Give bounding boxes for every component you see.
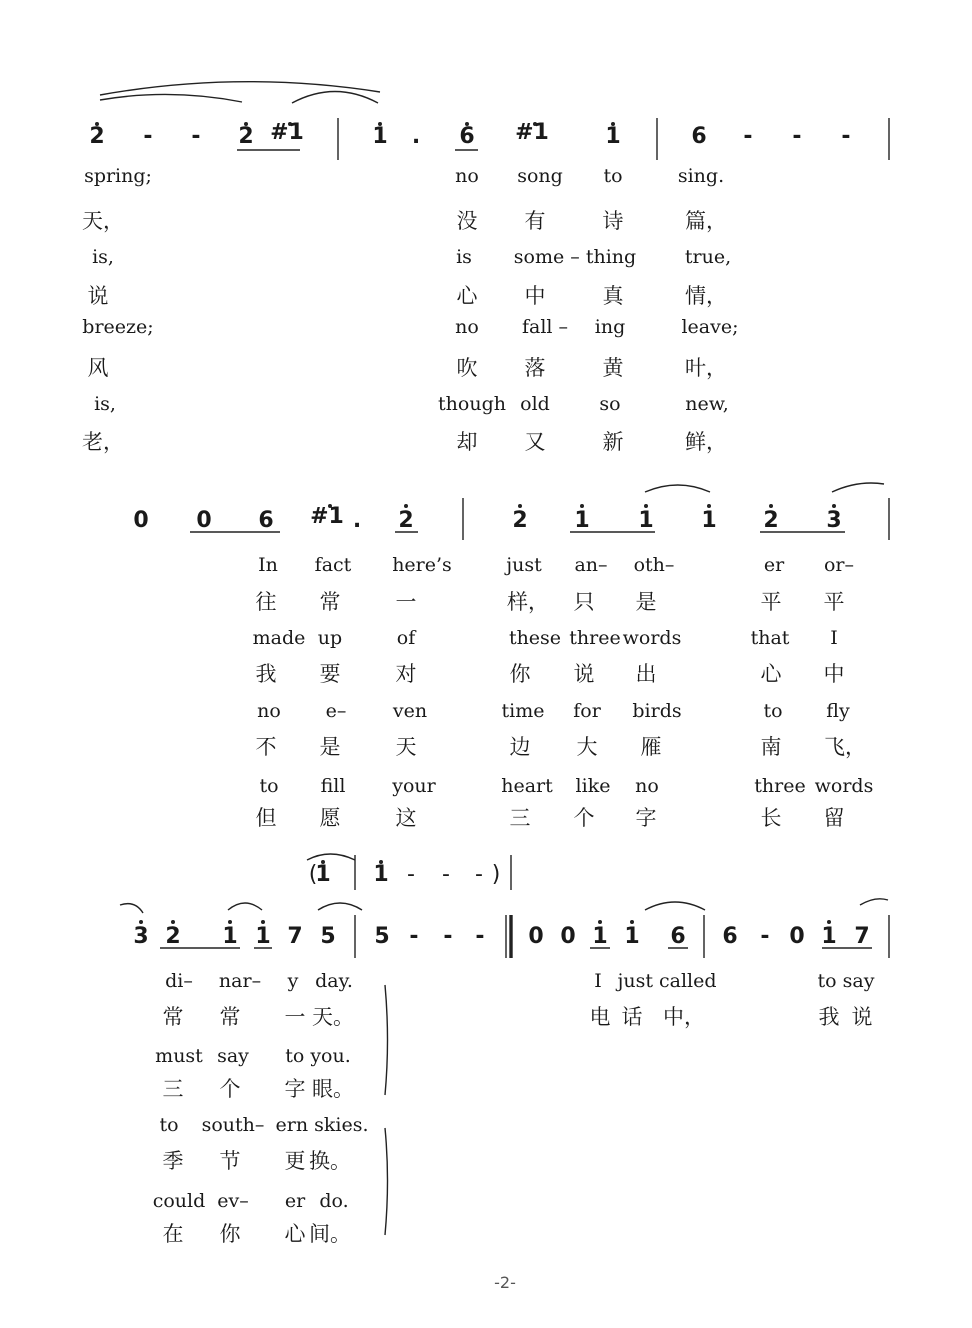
- lyric-zh: 吹: [456, 356, 478, 380]
- lyric-zh: 季: [162, 1149, 184, 1173]
- lyric-zh: 常: [219, 1005, 241, 1029]
- lyric-zh: 节: [219, 1149, 241, 1173]
- lyric-zh: 没: [456, 209, 478, 233]
- lyric-en: di–: [165, 970, 193, 992]
- lyric-en: breeze;: [82, 316, 154, 338]
- slur: [832, 483, 884, 492]
- lyric-en: three: [569, 627, 621, 649]
- lyric-zh: 中: [524, 284, 546, 308]
- note: 3: [826, 508, 842, 533]
- note-sharp: #1: [515, 120, 549, 145]
- dash: -: [760, 924, 770, 949]
- lyric-en: to you.: [285, 1045, 351, 1067]
- lyric-zh: 南: [760, 735, 782, 759]
- lyric-en: or–: [823, 554, 855, 576]
- lyric-zh: 字: [635, 806, 657, 830]
- lyric-en: three: [754, 775, 806, 797]
- lyric-zh: 愿: [319, 806, 341, 830]
- dash: -: [475, 924, 485, 949]
- note: 0: [528, 924, 544, 949]
- lyric-zh: 个: [219, 1077, 241, 1101]
- slur: [645, 485, 710, 492]
- note: 2: [512, 508, 528, 533]
- lyric-en: ing: [594, 316, 626, 338]
- note-sharp: #1: [270, 120, 304, 145]
- lyric-en: though: [438, 393, 506, 415]
- lyric-en: words: [814, 775, 874, 797]
- lyric-zh: 边: [509, 735, 531, 759]
- dash: -: [443, 924, 453, 949]
- note: 1: [821, 924, 837, 949]
- slur: [100, 82, 380, 95]
- lyric-zh: 飞，: [824, 735, 866, 759]
- lyric-en: no: [455, 165, 479, 187]
- dash: -: [792, 124, 802, 149]
- verse-brace: [385, 985, 388, 1095]
- dash: -: [442, 862, 450, 887]
- lyric-zh: 我: [255, 662, 277, 686]
- lyric-en: is: [456, 246, 472, 268]
- lyric-en: heart: [501, 775, 553, 797]
- lyric-en: say: [217, 1045, 249, 1067]
- lyric-zh: 在: [162, 1222, 184, 1246]
- note: 6: [722, 924, 738, 949]
- note: 6: [670, 924, 686, 949]
- lyric-en: to: [603, 165, 623, 187]
- lyric-zh: 天。: [312, 1005, 354, 1029]
- paren: (: [308, 862, 318, 887]
- lyric-zh: 往: [255, 590, 277, 614]
- note: 7: [287, 924, 303, 949]
- note: 2: [763, 508, 779, 533]
- note: 2: [238, 124, 254, 149]
- lyric-zh: 换。: [309, 1149, 351, 1173]
- lyric-zh: 一: [395, 590, 417, 614]
- lyric-zh: 心: [456, 284, 478, 308]
- lyric-zh: 更: [284, 1149, 306, 1173]
- lyric-zh: 心: [760, 662, 782, 686]
- lyric-zh: 有: [524, 209, 546, 233]
- note: 1: [255, 924, 271, 949]
- lyric-zh: 出: [635, 662, 657, 686]
- note: 1: [222, 924, 238, 949]
- dot: .: [411, 124, 421, 149]
- lyric-zh: 风: [87, 356, 109, 380]
- verse-brace: [385, 1128, 388, 1235]
- note: 2: [165, 924, 181, 949]
- lyric-en: I: [594, 970, 602, 992]
- lyric-zh: 这: [395, 806, 417, 830]
- lyric-en: fall –: [521, 316, 569, 338]
- lyric-zh: 鲜，: [685, 430, 727, 454]
- dash: -: [743, 124, 753, 149]
- note: 3: [133, 924, 149, 949]
- dash: -: [475, 862, 483, 887]
- lyric-zh: 常: [162, 1005, 184, 1029]
- lyric-zh: 又: [524, 430, 546, 454]
- lyric-en: y: [287, 970, 299, 992]
- lyric-en: made: [252, 627, 306, 649]
- lyric-zh: 话: [621, 1005, 643, 1029]
- lyric-zh: 平: [823, 590, 845, 614]
- lyric-en: I: [830, 627, 838, 649]
- lyric-zh: 落: [524, 356, 546, 380]
- lyric-zh: 说: [87, 284, 109, 308]
- note: 1: [638, 508, 654, 533]
- lyric-zh: 对: [395, 662, 417, 686]
- note: 6: [459, 124, 475, 149]
- lyric-en: fact: [314, 554, 352, 576]
- slur: [100, 94, 242, 102]
- lyric-en: song: [517, 165, 563, 187]
- note: 5: [374, 924, 390, 949]
- note: 1: [701, 508, 717, 533]
- note: 1: [315, 862, 331, 887]
- note: 2: [89, 124, 105, 149]
- lyric-zh: 说: [573, 662, 595, 686]
- slur: [292, 92, 378, 104]
- lyric-en: for: [573, 700, 601, 722]
- lyric-en: time: [501, 700, 545, 722]
- lyric-zh: 只: [573, 590, 595, 614]
- lyric-en: fly: [826, 700, 850, 722]
- lyric-en: leave;: [681, 316, 739, 338]
- note-sharp: #1: [310, 504, 344, 529]
- lyric-zh: 诗: [602, 209, 624, 233]
- lyric-en: your: [392, 775, 436, 797]
- lyric-zh: 个: [573, 806, 595, 830]
- lyric-en: to: [763, 700, 783, 722]
- lyric-en: day.: [315, 970, 353, 992]
- lyric-zh: 中: [823, 662, 845, 686]
- lyric-en: an–: [574, 554, 608, 576]
- lyric-zh: 天: [395, 735, 417, 759]
- lyric-en: words: [622, 627, 682, 649]
- lyric-en: fill: [320, 775, 346, 797]
- lyric-en: must: [155, 1045, 203, 1067]
- lyric-en: ern skies.: [275, 1114, 369, 1136]
- lyric-zh: 三: [509, 806, 531, 830]
- lyric-zh: 留: [823, 806, 845, 830]
- lyric-zh: 说: [851, 1005, 873, 1029]
- lyric-zh: 篇，: [685, 209, 727, 233]
- lyric-zh: 常: [319, 590, 341, 614]
- note: 1: [372, 124, 388, 149]
- lyric-en: no: [635, 775, 659, 797]
- note: 6: [258, 508, 274, 533]
- note: 7: [854, 924, 870, 949]
- lyric-zh: 雁: [640, 735, 662, 759]
- lyric-en: is,: [92, 246, 114, 268]
- lyric-en: of: [396, 627, 416, 649]
- lyric-zh: 长: [760, 806, 782, 830]
- note: 1: [624, 924, 640, 949]
- lyric-en: is,: [94, 393, 116, 415]
- lyric-zh: 样，: [507, 590, 549, 614]
- lyric-en: nar–: [218, 970, 262, 992]
- lyric-zh: 我: [818, 1005, 840, 1029]
- lyric-zh: 天，: [82, 209, 124, 233]
- lyric-en: to say: [817, 970, 875, 992]
- note: 0: [789, 924, 805, 949]
- lyric-zh: 中，: [663, 1005, 705, 1029]
- note: 0: [133, 508, 149, 533]
- lyric-zh: 要: [319, 662, 341, 686]
- lyric-en: here’s: [392, 554, 452, 576]
- lyric-zh: 叶，: [685, 356, 727, 380]
- page-number: -2-: [494, 1273, 516, 1292]
- lyric-zh: 你: [509, 662, 531, 686]
- note: 1: [605, 124, 621, 149]
- lyric-en: e–: [325, 700, 347, 722]
- lyric-en: no: [455, 316, 479, 338]
- lyric-en: ev–: [217, 1190, 249, 1212]
- lyric-en: no: [257, 700, 281, 722]
- dash: -: [841, 124, 851, 149]
- lyric-en: er: [284, 1190, 306, 1212]
- lyric-zh: 老，: [82, 430, 124, 454]
- lyric-zh: 间。: [309, 1222, 351, 1246]
- lyric-zh: 不: [255, 735, 277, 759]
- lyric-zh: 一: [284, 1005, 306, 1029]
- lyric-en: like: [575, 775, 611, 797]
- lyric-zh: 眼。: [312, 1077, 354, 1101]
- paren: ): [491, 862, 501, 887]
- lyric-en: just: [506, 554, 542, 576]
- lyric-en: oth–: [633, 554, 675, 576]
- lyric-zh: 黄: [602, 356, 624, 380]
- lyric-en: do.: [319, 1190, 349, 1212]
- lyric-en: could: [152, 1190, 206, 1212]
- lyric-zh: 却: [456, 430, 478, 454]
- note: 0: [560, 924, 576, 949]
- lyric-en: er: [763, 554, 785, 576]
- dash: -: [191, 124, 201, 149]
- lyric-en: old: [520, 393, 550, 415]
- dash: -: [409, 924, 419, 949]
- lyric-en: to: [159, 1114, 179, 1136]
- lyric-en: ven: [392, 700, 428, 722]
- lyric-zh: 真: [602, 284, 624, 308]
- lyric-zh: 心: [284, 1222, 306, 1246]
- note: 5: [320, 924, 336, 949]
- lyric-zh: 情，: [685, 284, 727, 308]
- note: 0: [196, 508, 212, 533]
- dash: -: [143, 124, 153, 149]
- note: 1: [592, 924, 608, 949]
- lyric-en: south–: [201, 1114, 265, 1136]
- lyric-en: so: [599, 393, 621, 415]
- lyric-zh: 平: [760, 590, 782, 614]
- dot: .: [352, 508, 362, 533]
- lyric-zh: 大: [576, 735, 598, 759]
- lyric-en: spring;: [84, 165, 152, 187]
- note: 1: [574, 508, 590, 533]
- lyric-zh: 电: [589, 1005, 611, 1029]
- lyric-zh: 你: [219, 1222, 241, 1246]
- lyric-en: just called: [617, 970, 717, 992]
- lyric-en: new,: [685, 393, 729, 415]
- lyric-zh: 三: [162, 1077, 184, 1101]
- lyric-en: true,: [684, 246, 732, 268]
- lyric-en: some – thing: [513, 246, 637, 268]
- lyric-zh: 字: [284, 1077, 306, 1101]
- note: 1: [373, 862, 389, 887]
- lyric-zh: 是: [319, 735, 341, 759]
- lyric-zh: 新: [602, 430, 624, 454]
- lyric-en: to: [259, 775, 279, 797]
- dash: -: [407, 862, 415, 887]
- note: 6: [691, 124, 707, 149]
- note: 2: [398, 508, 414, 533]
- lyric-en: up: [317, 627, 343, 649]
- lyric-en: sing.: [677, 165, 725, 187]
- lyric-zh: 是: [635, 590, 657, 614]
- lyric-en: that: [750, 627, 790, 649]
- lyric-en: In: [258, 554, 278, 576]
- lyric-zh: 但: [255, 806, 277, 830]
- lyric-en: birds: [632, 700, 682, 722]
- lyric-en: these: [508, 627, 562, 649]
